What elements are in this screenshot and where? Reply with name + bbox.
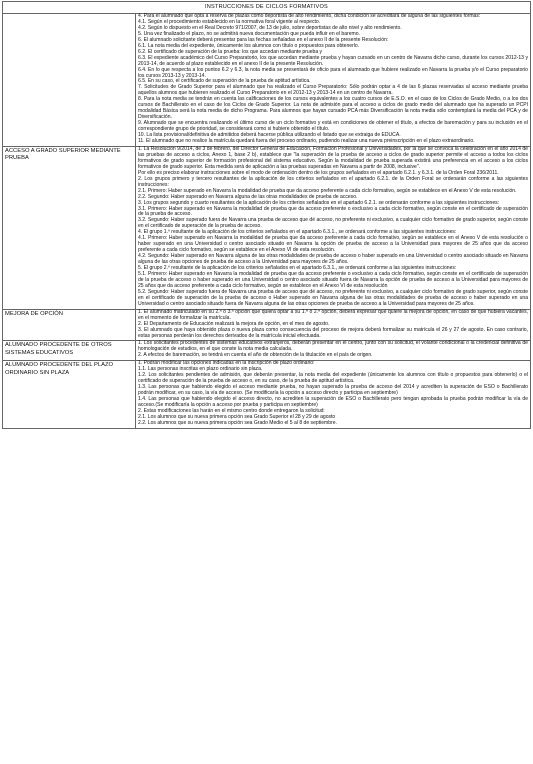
instructions-table: [2, 1, 531, 429]
instruction-paragraph: 3. Los grupos segundo y cuarto resultantes de la aplicación de los criterios señalados en el apartado 6.2.1. se ordenarán conforme a las siguientes instrucciones:: [138, 199, 500, 206]
instruction-paragraph: 2.1. Primero: Haber superado en Navarra la modalidad de prueba que da acceso preferente a cada ciclo formativo, según se establece en el Anexo V de esta resolución.: [138, 187, 517, 194]
instruction-paragraph: 1. La Resolución 9/2014, de 3 de febrero, del Director General de Educación, Formación Profesional y Universidades, por la que se convoca la celebración en el año 2014 de las pruebas de acceso a ciclos, Anexo 1, base 2 b), establece que "la superación de la prueba de acceso a ciclos de grado superior permite el acceso a todos los ciclos formativos de grado superior de formación profesional del sistema educativo. Según la modalidad de prueba superada existirá una preferencia en el acceso a los ciclos formativos de grado superior. Esta medida será de aplicación a las pruebas superadas en Navarra a partir de 2008, inclusive".: [138, 145, 528, 170]
instruction-paragraph: 4.2. Segundo: Haber superado en Navarra alguna de las otras modalidades de prueba de acceso o haber superado en una Universidad o centro asociado situado en Navarra alguna de las otras opciones de prueba de acceso a la Universidad para mayores de 25 años.: [138, 253, 528, 266]
instruction-paragraph: 6.5. En su caso, el certificado de superación de la prueba de aptitud artística.: [138, 78, 311, 85]
instruction-paragraph: 2.1. Los alumnos que su nueva primera opción sea Grado Superior el 28 y 29 de agosto: [138, 413, 336, 420]
instruction-paragraph: 4.1. Primero: Haber superado en Navarra la modalidad de prueba que da acceso preferente a cada ciclo formativo, según se establece en el Anexo V de esta resolución o haber superado en una Universidad o centro asociado situado en Navarra la opción de prueba de acceso a la Universidad para mayores de 25 años que da acceso preferente a cada ciclo formativo, según se establece en el Anexo VI de esta resolución.: [138, 235, 528, 254]
instruction-paragraph: 2. El Departamento de Educación realizará la mejora de opción, en el mes de agosto.: [138, 320, 330, 327]
section-content: [136, 341, 531, 361]
instruction-paragraph: 1.2. Los solicitantes pendientes de admisión, que deberán presentar, la nota media del expediente (únicamente los alumnos con título o propuestos para obtenerlo) o el certificado de superación de la prueba de acceso o, en su caso, de la prueba de aptitud artística.: [138, 372, 528, 385]
instruction-paragraph: 3.1. Primero: Haber superado en Navarra la modalidad de prueba que da acceso preferente o exclusivo a cada ciclo formativo, según conste en el certificado de superación de la prueba de acceso.: [138, 205, 528, 218]
table-row: [3, 14, 531, 147]
instruction-paragraph: 2.2. Segundo: Haber superado en Navarra alguna de las otras modalidades de prueba de acceso.: [138, 193, 358, 200]
section-content: [136, 361, 531, 428]
instruction-paragraph: 2.2. Los alumnos que su nueva primera opción sea Grado Medio el 5 al 8 de septiembre.: [138, 419, 337, 426]
instruction-paragraph: 6.3. El expediente académico del Curso Preparatorio, los que accedan mediante prueba y hayan cursado en un centro de Navarra dicho curso, durante los cursos 2012-13 y 2013-14, de acuerdo al plazo establecido en el anexo II de la presente Resolución.: [138, 54, 528, 67]
instruction-paragraph: 7. Solicitudes de Grado Superior para el alumnado que ha realizado el Curso Preparatorio: Sólo podrán optar a 4 de las 6 plazas reservadas al acceso mediante prueba aquellos alumnos que hubieren realizado el Curso Preparatorio en el 2012-13 y 2013-14 en un centro de Navarra.: [138, 84, 528, 97]
instruction-paragraph: 3.2. Segundo: Haber superado fuera de Navarra una prueba de acceso que dé acceso, no preferente ni exclusivo, a cualquier ciclo formativo de grado superior, según conste en el certificado de superación de la prueba de acceso.: [138, 217, 528, 230]
section-content: [136, 146, 531, 309]
section-label: MEJORA DE OPCIÓN: [3, 309, 136, 341]
table-row: [3, 341, 531, 361]
table-header-row: [3, 2, 531, 14]
instruction-paragraph: 4.2. Según lo dispuesto en el Real Decreto 971/2007, de 13 de julio, sobre deportistas de alto nivel y alto rendimiento.: [138, 24, 402, 31]
instruction-paragraph: 5.1. Primero: Haber superado en Navarra la modalidad de prueba que da acceso preferente o exclusivo a cada ciclo formativo, según conste en el certificado de superación de la prueba de acceso o haber superado en una Universidad o centro asociado situado fuera de Navarra la opción de prueba de acceso a la Universidad para mayores de 25 años que da acceso preferente a cada ciclo formativo, según se establece en el Anexo VI de esta resolución: [138, 270, 528, 289]
instruction-paragraph: 2. Los grupos primero y tercero resultantes de la aplicación de los criterios señalados en el apartado 6.2.1. de la Orden Foral se ordenarán conforme a las siguientes instrucciones:: [138, 175, 528, 188]
instruction-paragraph: 1. Los solicitantes procedentes de sistemas educativos extranjeros, deberán presentar en el centro, junto con su solicitud, el volante condicional o la credencial definitiva de homologación de estudios, en el que conste la nota media calculada.: [138, 340, 528, 353]
table-title: INSTRUCCIONES DE CICLOS FORMATIVOS: [3, 2, 531, 14]
instruction-paragraph: 4.1. Según el procedimiento establecido en la normativa foral vigente al respecto.: [138, 18, 321, 25]
instruction-paragraph: 4. Para el alumnado que opta a reserva de plazas como deportista de alto rendimiento, dicha condición se acreditará de alguna de las siguientes formas:: [138, 13, 481, 19]
table-row: [3, 146, 531, 309]
instruction-paragraph: 1.3. Las personas que habiendo elegido el acceso mediante prueba, no hayan superado la prueba de acceso del 2014 y acrediten la superación de ESO o Bachillerato podrán modificar, en su caso, la vía de acceso. (Se modificaría la opción a acceso directo y participa en septiembre): [138, 384, 528, 397]
section-content: [136, 14, 531, 147]
instruction-paragraph: 5.2. Segundo: Haber superado fuera de Navarra una prueba de acceso que dé acceso, no preferente ni exclusivo, a cualquier ciclo formativo de grado superior, según conste en el certificado de superación de la prueba de acceso o Haber superado en Navarra alguna de las otras modalidades de prueba de acceso o haber superado en una Universidad o centro asociado situado fuera de Navarra alguna de las otras opciones de prueba de acceso a la Universidad para mayores de 25 años.: [138, 288, 528, 307]
instruction-paragraph: 6.4. En lo que respecta a los puntos 6.2 y 6.3, la nota media se presentará de oficio para el alumnado que hubiere realizado en Navarra la prueba y/o el Curso preparatorio los cursos 2013-13 y 2013-14.: [138, 66, 528, 79]
instruction-paragraph: 5. Una vez finalizado el plazo, no se admitirá nueva documentación que pueda influir en el baremo.: [138, 30, 360, 37]
instruction-paragraph: 2. Estas modificaciones las harán en el mismo centro donde entregaron la solicitud:: [138, 407, 325, 414]
instructions-document: [2, 1, 530, 429]
table-body: [3, 14, 531, 429]
instruction-paragraph: 10. La lista provisional/definitiva de admitidos deberá hacerse pública utilizando el listado que se extraiga de EDUCA.: [138, 132, 401, 139]
instruction-paragraph: 3. El alumnado que haya obtenido plaza o nueva plaza como consecuencia del proceso de mejora deberá formalizar su matrícula el 26 y 27 de agosto. En caso contrario, estas personas perderán los derechos derivados de la matrícula inicial efectuada.: [138, 326, 528, 339]
table-row: [3, 361, 531, 428]
instruction-paragraph: 6. El alumnado solicitante deberá presentar para las fechas señaladas en el anexo II de la presente Resolución:: [138, 36, 389, 43]
section-label: ALUMNADO PROCEDENTE DE OTROS SISTEMAS EDUCATIVOS: [3, 341, 136, 361]
instruction-paragraph: 9. Alumnado que se encuentra realizando el último curso de un ciclo formativo y está en condiciones de obtener el título, a efectos de baremación y para su inclusión en el correspondiente grupo de prioridad, se considerará como si hubiere obtenido el título.: [138, 120, 528, 133]
section-label: [3, 14, 136, 147]
instruction-paragraph: 8. Para la nota media se tendrán en cuenta las calificaciones de los cursos equivalentes a los cuatro cursos de E.S.O. en el caso de los Ciclos de Grado Medio, o a los dos cursos de Bachillerato en el caso de los Ciclos de Grado Superior. La nota de admisión para el acceso a ciclos de grado medio del alumnado que ha superado un PCPI modalidad Básica será la nota media de dicho Programa. Para alumnos que hayan cursado PCA más Diversificación la nota media sólo contemplará la media del PCA y de Diversificación.: [138, 96, 528, 121]
instruction-paragraph: 6.1. La nota media del expediente, únicamente los alumnos con título o propuestos para obtenerlo.: [138, 42, 360, 49]
instruction-paragraph: 6.2. El certificado de superación de la prueba: los que accedan mediante prueba y: [138, 48, 323, 55]
instruction-paragraph: 1. Podrán modificar las opciones indicadas en la inscripción de plazo ordinario:: [138, 360, 315, 367]
instruction-paragraph: 4. El grupo 1.º resultante de la aplicación de los criterios señalados en el apartado 6.3.1., se ordenará conforme a las siguientes instrucciones:: [138, 229, 457, 236]
instruction-paragraph: 2. A efectos de baremación, se tendrá en cuenta el año de obtención de la titulación en el país de origen.: [138, 352, 373, 359]
instruction-paragraph: 1. El alumnado matriculado en su 2.ª ó 3.ª opción que quiera optar a su 1.ª ó 2.ª opción, deberá expresar que quiere la mejora de opción, en caso de que hubiera vacantes, en el momento de formalizar la matrícula.: [138, 308, 528, 321]
instruction-paragraph: 11. El alumnado que no realice la matrícula quedará fuera del proceso ordinario, pudiendo realizar una nueva preinscripción en el plazo extraordinario.: [138, 138, 475, 145]
table-row: [3, 309, 531, 341]
section-label: ACCESO A GRADO SUPERIOR MEDIANTE PRUEBA: [3, 146, 136, 309]
instruction-paragraph: 1.1. Las personas inscritas en plazo ordinario sin plaza.: [138, 366, 263, 373]
section-content: [136, 309, 531, 341]
instruction-paragraph: Por ello es preciso elaborar instrucciones sobre el modo de ordenación dentro de los grupos señalados en el apartado 6.2.1. y 6.3.1. de la Orden Foral 236/2011.: [138, 169, 499, 176]
instruction-paragraph: 1.4. Las personas que habiendo elegido el acceso directo, no acrediten la superación de ESO o Bachillerato pero tengan aprobada la prueba podrán modificar la vía de acceso.(Se modificaría la opción a acceso por prueba y participa en septiembre): [138, 396, 528, 408]
instruction-paragraph: 5. El grupo 2.º resultante de la aplicación de los criterios señalados en el apartado 6.3.1., se ordenará conforme a las siguientes instrucciones:: [138, 265, 457, 272]
section-label: ALUMNADO PROCEDENTE DEL PLAZO ORDINARIO SIN PLAZA: [3, 361, 136, 428]
